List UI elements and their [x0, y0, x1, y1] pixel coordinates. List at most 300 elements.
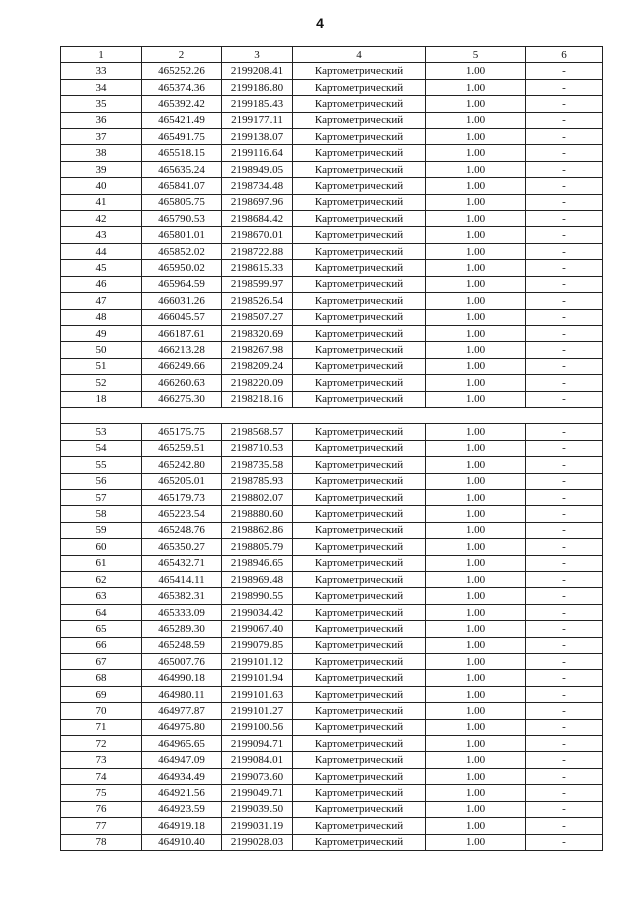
x-coordinate-cell: 465635.24: [142, 161, 222, 177]
method-cell: Картометрический: [293, 489, 426, 505]
table-row: [61, 194, 603, 210]
y-coordinate-cell: 2199116.64: [222, 145, 293, 161]
note-cell: -: [526, 539, 603, 555]
y-coordinate-cell: 2199138.07: [222, 129, 293, 145]
y-coordinate-cell: 2198218.16: [222, 391, 293, 407]
method-cell: Картометрический: [293, 604, 426, 620]
point-number-cell: 57: [61, 489, 142, 505]
x-coordinate-cell: 464923.59: [142, 801, 222, 817]
x-coordinate-cell: 465852.02: [142, 243, 222, 259]
accuracy-cell: 1.00: [426, 243, 526, 259]
y-coordinate-cell: 2198990.55: [222, 588, 293, 604]
note-cell: -: [526, 342, 603, 358]
y-coordinate-cell: 2199100.56: [222, 719, 293, 735]
method-cell: Картометрический: [293, 243, 426, 259]
x-coordinate-cell: 465491.75: [142, 129, 222, 145]
column-header-1: 1: [61, 47, 142, 63]
method-cell: Картометрический: [293, 325, 426, 341]
x-coordinate-cell: 465805.75: [142, 194, 222, 210]
table-row: [61, 719, 603, 735]
x-coordinate-cell: 466031.26: [142, 293, 222, 309]
note-cell: -: [526, 161, 603, 177]
accuracy-cell: 1.00: [426, 145, 526, 161]
accuracy-cell: 1.00: [426, 112, 526, 128]
note-cell: -: [526, 719, 603, 735]
x-coordinate-cell: 464919.18: [142, 818, 222, 834]
accuracy-cell: 1.00: [426, 309, 526, 325]
method-cell: Картометрический: [293, 161, 426, 177]
y-coordinate-cell: 2198526.54: [222, 293, 293, 309]
table-row: [61, 686, 603, 702]
x-coordinate-cell: 465950.02: [142, 260, 222, 276]
x-coordinate-cell: 466249.66: [142, 358, 222, 374]
point-number-cell: 55: [61, 457, 142, 473]
table-row: [61, 768, 603, 784]
note-cell: -: [526, 358, 603, 374]
note-cell: -: [526, 506, 603, 522]
method-cell: Картометрический: [293, 703, 426, 719]
x-coordinate-cell: 465175.75: [142, 424, 222, 440]
y-coordinate-cell: 2198267.98: [222, 342, 293, 358]
point-number-cell: 39: [61, 161, 142, 177]
note-cell: -: [526, 178, 603, 194]
y-coordinate-cell: 2198969.48: [222, 572, 293, 588]
x-coordinate-cell: 464934.49: [142, 768, 222, 784]
note-cell: -: [526, 440, 603, 456]
accuracy-cell: 1.00: [426, 79, 526, 95]
method-cell: Картометрический: [293, 309, 426, 325]
point-number-cell: 37: [61, 129, 142, 145]
accuracy-cell: 1.00: [426, 276, 526, 292]
table-row: [61, 112, 603, 128]
point-number-cell: 65: [61, 621, 142, 637]
table-row: [61, 506, 603, 522]
point-number-cell: 40: [61, 178, 142, 194]
note-cell: -: [526, 112, 603, 128]
accuracy-cell: 1.00: [426, 260, 526, 276]
note-cell: -: [526, 834, 603, 850]
accuracy-cell: 1.00: [426, 604, 526, 620]
x-coordinate-cell: 465518.15: [142, 145, 222, 161]
note-cell: -: [526, 309, 603, 325]
x-coordinate-cell: 465223.54: [142, 506, 222, 522]
point-number-cell: 35: [61, 96, 142, 112]
accuracy-cell: 1.00: [426, 768, 526, 784]
x-coordinate-cell: 466045.57: [142, 309, 222, 325]
y-coordinate-cell: 2199039.50: [222, 801, 293, 817]
y-coordinate-cell: 2198320.69: [222, 325, 293, 341]
point-number-cell: 48: [61, 309, 142, 325]
table-row: [61, 342, 603, 358]
x-coordinate-cell: 464947.09: [142, 752, 222, 768]
accuracy-cell: 1.00: [426, 785, 526, 801]
method-cell: Картометрический: [293, 342, 426, 358]
table-row: [61, 391, 603, 407]
note-cell: -: [526, 621, 603, 637]
accuracy-cell: 1.00: [426, 686, 526, 702]
table-row: [61, 325, 603, 341]
accuracy-cell: 1.00: [426, 293, 526, 309]
point-number-cell: 38: [61, 145, 142, 161]
point-number-cell: 44: [61, 243, 142, 259]
note-cell: -: [526, 670, 603, 686]
y-coordinate-cell: 2198802.07: [222, 489, 293, 505]
column-header-4: 4: [293, 47, 426, 63]
table-row: [61, 309, 603, 325]
method-cell: Картометрический: [293, 424, 426, 440]
y-coordinate-cell: 2199079.85: [222, 637, 293, 653]
x-coordinate-cell: 465248.59: [142, 637, 222, 653]
point-number-cell: 61: [61, 555, 142, 571]
note-cell: -: [526, 572, 603, 588]
method-cell: Картометрический: [293, 112, 426, 128]
note-cell: -: [526, 457, 603, 473]
note-cell: -: [526, 489, 603, 505]
point-number-cell: 68: [61, 670, 142, 686]
y-coordinate-cell: 2198697.96: [222, 194, 293, 210]
x-coordinate-cell: 465374.36: [142, 79, 222, 95]
accuracy-cell: 1.00: [426, 621, 526, 637]
table-row: [61, 818, 603, 834]
accuracy-cell: 1.00: [426, 227, 526, 243]
y-coordinate-cell: 2198805.79: [222, 539, 293, 555]
method-cell: Картометрический: [293, 801, 426, 817]
note-cell: -: [526, 375, 603, 391]
accuracy-cell: 1.00: [426, 719, 526, 735]
table-row: [61, 637, 603, 653]
point-number-cell: 41: [61, 194, 142, 210]
point-number-cell: 71: [61, 719, 142, 735]
y-coordinate-cell: 2198220.09: [222, 375, 293, 391]
method-cell: Картометрический: [293, 752, 426, 768]
point-number-cell: 63: [61, 588, 142, 604]
accuracy-cell: 1.00: [426, 358, 526, 374]
table-row: [61, 243, 603, 259]
table-row: [61, 654, 603, 670]
accuracy-cell: 1.00: [426, 440, 526, 456]
accuracy-cell: 1.00: [426, 539, 526, 555]
y-coordinate-cell: 2199186.80: [222, 79, 293, 95]
x-coordinate-cell: 464977.87: [142, 703, 222, 719]
table-row: [61, 834, 603, 850]
point-number-cell: 43: [61, 227, 142, 243]
method-cell: Картометрический: [293, 260, 426, 276]
table-row: [61, 79, 603, 95]
page-number: 4: [316, 15, 324, 31]
note-cell: -: [526, 194, 603, 210]
accuracy-cell: 1.00: [426, 588, 526, 604]
method-cell: Картометрический: [293, 211, 426, 227]
x-coordinate-cell: 465392.42: [142, 96, 222, 112]
point-number-cell: 51: [61, 358, 142, 374]
accuracy-cell: 1.00: [426, 703, 526, 719]
coordinates-table: [60, 46, 603, 851]
accuracy-cell: 1.00: [426, 342, 526, 358]
x-coordinate-cell: 465801.01: [142, 227, 222, 243]
method-cell: Картометрический: [293, 522, 426, 538]
y-coordinate-cell: 2199185.43: [222, 96, 293, 112]
accuracy-cell: 1.00: [426, 801, 526, 817]
method-cell: Картометрический: [293, 768, 426, 784]
method-cell: Картометрический: [293, 194, 426, 210]
table-row: [61, 670, 603, 686]
point-number-cell: 77: [61, 818, 142, 834]
table-row: [61, 736, 603, 752]
point-number-cell: 64: [61, 604, 142, 620]
point-number-cell: 67: [61, 654, 142, 670]
table-row: [61, 178, 603, 194]
table-row: [61, 555, 603, 571]
note-cell: -: [526, 227, 603, 243]
x-coordinate-cell: 465421.49: [142, 112, 222, 128]
separator-cell: [61, 407, 603, 423]
table-row: [61, 63, 603, 79]
table-row: [61, 227, 603, 243]
point-number-cell: 42: [61, 211, 142, 227]
method-cell: Картометрический: [293, 834, 426, 850]
note-cell: -: [526, 703, 603, 719]
column-header-5: 5: [426, 47, 526, 63]
table-row: [61, 293, 603, 309]
y-coordinate-cell: 2198507.27: [222, 309, 293, 325]
x-coordinate-cell: 465252.26: [142, 63, 222, 79]
y-coordinate-cell: 2199084.01: [222, 752, 293, 768]
table-body: [61, 63, 603, 851]
method-cell: Картометрический: [293, 539, 426, 555]
table-row: [61, 785, 603, 801]
x-coordinate-cell: 464910.40: [142, 834, 222, 850]
y-coordinate-cell: 2199034.42: [222, 604, 293, 620]
method-cell: Картометрический: [293, 588, 426, 604]
x-coordinate-cell: 464990.18: [142, 670, 222, 686]
x-coordinate-cell: 465205.01: [142, 473, 222, 489]
column-header-3: 3: [222, 47, 293, 63]
table-row: [61, 703, 603, 719]
x-coordinate-cell: 464965.65: [142, 736, 222, 752]
x-coordinate-cell: 465790.53: [142, 211, 222, 227]
x-coordinate-cell: 465259.51: [142, 440, 222, 456]
x-coordinate-cell: 465179.73: [142, 489, 222, 505]
y-coordinate-cell: 2198785.93: [222, 473, 293, 489]
point-number-cell: 74: [61, 768, 142, 784]
x-coordinate-cell: 465350.27: [142, 539, 222, 555]
method-cell: Картометрический: [293, 145, 426, 161]
method-cell: Картометрический: [293, 506, 426, 522]
note-cell: -: [526, 555, 603, 571]
y-coordinate-cell: 2199031.19: [222, 818, 293, 834]
note-cell: -: [526, 604, 603, 620]
table-row: [61, 424, 603, 440]
accuracy-cell: 1.00: [426, 325, 526, 341]
y-coordinate-cell: 2198735.58: [222, 457, 293, 473]
method-cell: Картометрический: [293, 637, 426, 653]
point-number-cell: 34: [61, 79, 142, 95]
method-cell: Картометрический: [293, 719, 426, 735]
accuracy-cell: 1.00: [426, 572, 526, 588]
table-row: [61, 211, 603, 227]
accuracy-cell: 1.00: [426, 555, 526, 571]
method-cell: Картометрический: [293, 621, 426, 637]
point-number-cell: 69: [61, 686, 142, 702]
y-coordinate-cell: 2198209.24: [222, 358, 293, 374]
note-cell: -: [526, 276, 603, 292]
accuracy-cell: 1.00: [426, 506, 526, 522]
x-coordinate-cell: 466275.30: [142, 391, 222, 407]
note-cell: -: [526, 686, 603, 702]
note-cell: -: [526, 243, 603, 259]
accuracy-cell: 1.00: [426, 63, 526, 79]
note-cell: -: [526, 473, 603, 489]
y-coordinate-cell: 2198880.60: [222, 506, 293, 522]
table-row: [61, 801, 603, 817]
y-coordinate-cell: 2198568.57: [222, 424, 293, 440]
note-cell: -: [526, 522, 603, 538]
note-cell: -: [526, 736, 603, 752]
method-cell: Картометрический: [293, 63, 426, 79]
accuracy-cell: 1.00: [426, 424, 526, 440]
y-coordinate-cell: 2198670.01: [222, 227, 293, 243]
accuracy-cell: 1.00: [426, 489, 526, 505]
x-coordinate-cell: 464980.11: [142, 686, 222, 702]
method-cell: Картометрический: [293, 572, 426, 588]
method-cell: Картометрический: [293, 227, 426, 243]
accuracy-cell: 1.00: [426, 818, 526, 834]
method-cell: Картометрический: [293, 555, 426, 571]
point-number-cell: 18: [61, 391, 142, 407]
point-number-cell: 53: [61, 424, 142, 440]
method-cell: Картометрический: [293, 391, 426, 407]
y-coordinate-cell: 2199049.71: [222, 785, 293, 801]
y-coordinate-cell: 2198599.97: [222, 276, 293, 292]
note-cell: -: [526, 325, 603, 341]
table-row: [61, 621, 603, 637]
accuracy-cell: 1.00: [426, 211, 526, 227]
y-coordinate-cell: 2199067.40: [222, 621, 293, 637]
x-coordinate-cell: 466187.61: [142, 325, 222, 341]
accuracy-cell: 1.00: [426, 194, 526, 210]
x-coordinate-cell: 465242.80: [142, 457, 222, 473]
y-coordinate-cell: 2199073.60: [222, 768, 293, 784]
note-cell: -: [526, 96, 603, 112]
table-row: [61, 161, 603, 177]
table-row: [61, 752, 603, 768]
x-coordinate-cell: 464921.56: [142, 785, 222, 801]
method-cell: Картометрический: [293, 785, 426, 801]
table-row: [61, 260, 603, 276]
column-header-6: 6: [526, 47, 603, 63]
point-number-cell: 52: [61, 375, 142, 391]
method-cell: Картометрический: [293, 473, 426, 489]
table-row: [61, 457, 603, 473]
point-number-cell: 76: [61, 801, 142, 817]
x-coordinate-cell: 465382.31: [142, 588, 222, 604]
note-cell: -: [526, 129, 603, 145]
accuracy-cell: 1.00: [426, 96, 526, 112]
table-row: [61, 604, 603, 620]
point-number-cell: 70: [61, 703, 142, 719]
point-number-cell: 66: [61, 637, 142, 653]
table-row: [61, 572, 603, 588]
accuracy-cell: 1.00: [426, 654, 526, 670]
point-number-cell: 33: [61, 63, 142, 79]
note-cell: -: [526, 260, 603, 276]
method-cell: Картометрический: [293, 96, 426, 112]
y-coordinate-cell: 2199028.03: [222, 834, 293, 850]
method-cell: Картометрический: [293, 129, 426, 145]
y-coordinate-cell: 2199101.94: [222, 670, 293, 686]
table-row: [61, 588, 603, 604]
note-cell: -: [526, 424, 603, 440]
y-coordinate-cell: 2198949.05: [222, 161, 293, 177]
method-cell: Картометрический: [293, 79, 426, 95]
method-cell: Картометрический: [293, 358, 426, 374]
accuracy-cell: 1.00: [426, 670, 526, 686]
method-cell: Картометрический: [293, 276, 426, 292]
method-cell: Картометрический: [293, 293, 426, 309]
point-number-cell: 73: [61, 752, 142, 768]
point-number-cell: 62: [61, 572, 142, 588]
note-cell: -: [526, 818, 603, 834]
note-cell: -: [526, 785, 603, 801]
accuracy-cell: 1.00: [426, 522, 526, 538]
point-number-cell: 60: [61, 539, 142, 555]
y-coordinate-cell: 2199101.27: [222, 703, 293, 719]
point-number-cell: 46: [61, 276, 142, 292]
note-cell: -: [526, 801, 603, 817]
x-coordinate-cell: 465964.59: [142, 276, 222, 292]
note-cell: -: [526, 768, 603, 784]
accuracy-cell: 1.00: [426, 161, 526, 177]
column-header-2: 2: [142, 47, 222, 63]
y-coordinate-cell: 2198615.33: [222, 260, 293, 276]
x-coordinate-cell: 466213.28: [142, 342, 222, 358]
note-cell: -: [526, 79, 603, 95]
table-row: [61, 375, 603, 391]
note-cell: -: [526, 211, 603, 227]
y-coordinate-cell: 2198862.86: [222, 522, 293, 538]
y-coordinate-cell: 2198710.53: [222, 440, 293, 456]
table-row: [61, 145, 603, 161]
note-cell: -: [526, 63, 603, 79]
x-coordinate-cell: 466260.63: [142, 375, 222, 391]
table-row: [61, 522, 603, 538]
table-header-row: [61, 47, 603, 63]
table-row: [61, 473, 603, 489]
y-coordinate-cell: 2198684.42: [222, 211, 293, 227]
y-coordinate-cell: 2198734.48: [222, 178, 293, 194]
x-coordinate-cell: 465333.09: [142, 604, 222, 620]
method-cell: Картометрический: [293, 654, 426, 670]
point-number-cell: 45: [61, 260, 142, 276]
table-row: [61, 276, 603, 292]
x-coordinate-cell: 465289.30: [142, 621, 222, 637]
note-cell: -: [526, 654, 603, 670]
point-number-cell: 58: [61, 506, 142, 522]
x-coordinate-cell: 465432.71: [142, 555, 222, 571]
accuracy-cell: 1.00: [426, 129, 526, 145]
table-row: [61, 96, 603, 112]
point-number-cell: 59: [61, 522, 142, 538]
method-cell: Картометрический: [293, 375, 426, 391]
table-row: [61, 440, 603, 456]
method-cell: Картометрический: [293, 736, 426, 752]
accuracy-cell: 1.00: [426, 178, 526, 194]
point-number-cell: 72: [61, 736, 142, 752]
method-cell: Картометрический: [293, 178, 426, 194]
method-cell: Картометрический: [293, 440, 426, 456]
method-cell: Картометрический: [293, 670, 426, 686]
accuracy-cell: 1.00: [426, 834, 526, 850]
